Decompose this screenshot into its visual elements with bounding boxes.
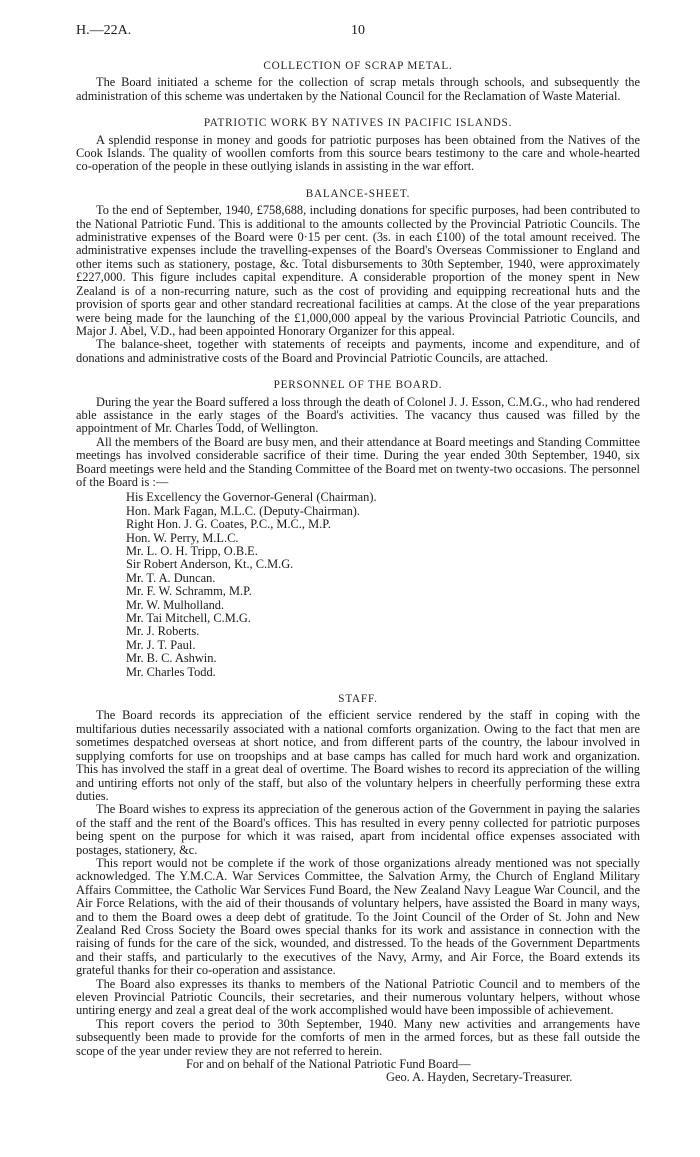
board-member: Right Hon. J. G. Coates, P.C., M.C., M.P. <box>126 517 331 532</box>
section-scrap-metal <box>76 60 640 103</box>
paragraph: To the end of September, 1940, £758,688, including donations for specific purposes, had been contributed to the National Patriotic Fund. This is additional to the amounts collected by the Provincial Patriotic Councils. The administrative expenses of the Board were 0·15 per cent. (3s. in each £100) of the total amount received. The administrative expenses include the travelling-expenses of the Board's Overseas Commissioner to England and other items such as stationery, postage, &c. Total disbursements to 30th September, 1940, were approximately £227,000. This figure includes capital expenditure. A considerable proportion of the money spent in New Zealand is of a non-recurring nature, such as the cost of providing and equipping recreational huts and the provision of sports gear and other standard recreational facilities at camps. At the close of the year preparations were being made for the launching of the £1,000,000 appeal by the various Provincial Patriotic Councils, and Major J. Abel, V.D., had been appointed Honorary Organizer for this appeal. <box>76 203 640 338</box>
board-member: His Excellency the Governor-General (Chairman). <box>126 490 377 505</box>
section-pacific-islands <box>76 117 640 174</box>
paragraph: The Board initiated a scheme for the collection of scrap metals through schools, and subsequently the administration of this scheme was undertaken by the National Council for the Reclamation of Waste Material. <box>76 75 640 103</box>
section-heading: PATRIOTIC WORK BY NATIVES IN PACIFIC ISLANDS. <box>203 117 513 130</box>
page-number: 10 <box>351 23 365 38</box>
board-member-list <box>76 491 640 679</box>
paragraph: The balance-sheet, together with statements of receipts and payments, income and expenditure, and of donations and administrative costs of the Board and Provincial Patriotic Councils, are attached. <box>76 337 640 365</box>
section-heading: COLLECTION OF SCRAP METAL. <box>263 60 453 72</box>
document-reference: H.—22A. <box>76 23 132 38</box>
signature-block <box>76 1058 640 1085</box>
signatory-name: Geo. A. Hayden, Secretary-Treasurer. <box>386 1070 573 1085</box>
paragraph: The Board wishes to express its appreciation of the generous action of the Government in paying the salaries of the staff and the rent of the Board's offices. This has resulted in every penny collected for patriotic purposes being spent on the purpose for which it was raised, apart from incidental office expenses associated with postages, stationery, &c. <box>76 802 640 857</box>
board-member: Mr. B. C. Ashwin. <box>126 651 217 666</box>
section-heading: BALANCE-SHEET. <box>305 187 411 200</box>
board-member: Mr. J. T. Paul. <box>126 637 196 652</box>
board-member: Sir Robert Anderson, Kt., C.M.G. <box>126 557 294 572</box>
section-heading: PERSONNEL OF THE BOARD. <box>273 379 443 392</box>
section-heading: STAFF. <box>338 693 378 706</box>
board-member: Hon. W. Perry, M.L.C. <box>126 530 239 545</box>
page-header <box>76 24 640 46</box>
signature-line: For and on behalf of the National Patriotic Fund Board— <box>186 1057 471 1072</box>
board-member: Mr. J. Roberts. <box>126 624 200 639</box>
section-staff <box>76 693 640 1058</box>
section-balance-sheet <box>76 188 640 365</box>
board-member: Mr. Charles Todd. <box>126 664 216 679</box>
paragraph: The Board also expresses its thanks to members of the National Patriotic Council and to members of the eleven Provincial Patriotic Councils, their secretaries, and their numerous voluntary helpers, without whose untiring energy and zeal a great deal of the work accomplished would have been impossible of achievement. <box>76 976 640 1018</box>
board-member: Hon. Mark Fagan, M.L.C. (Deputy-Chairman). <box>126 503 361 518</box>
section-personnel <box>76 379 640 679</box>
paragraph: A splendid response in money and goods for patriotic purposes has been obtained from the Natives of the Cook Islands. The quality of woollen comforts from this source bears testimony to the care and whole-hearted co-operation of the people in these outlying islands in assisting in the war effort. <box>76 132 640 174</box>
board-member: Mr. F. W. Schramm, M.P. <box>126 584 252 599</box>
board-member: Mr. Tai Mitchell, C.M.G. <box>126 611 251 626</box>
paragraph: This report covers the period to 30th September, 1940. Many new activities and arrangements have subsequently been made to provide for the comforts of men in the armed forces, but as these fall outside the scope of the year under review they are not referred to herein. <box>76 1016 640 1058</box>
paragraph: All the members of the Board are busy men, and their attendance at Board meetings and Standing Committee meetings has involved considerable sacrifice of their time. During the year ended 30th September, 1940, six Board meetings were held and the Standing Committee of the Board met on twenty-two occasions. The personnel of the Board is :— <box>76 434 640 489</box>
paragraph: The Board records its appreciation of the efficient service rendered by the staff in coping with the multifarious duties necessarily associated with a national comforts organization. Owing to the fact that men are sometimes despatched overseas at short notice, and from different parts of the country, the labour involved in supplying comforts for use on troopships and at base camps has called for much hard work and organization. This has involved the staff in a great deal of overtime. The Board wishes to record its appreciation of the willing and untiring efforts not only of the staff, but also of the voluntary helpers in cheerfully performing these extra duties. <box>76 708 640 803</box>
paragraph: During the year the Board suffered a loss through the death of Colonel J. J. Esson, C.M.G., who had rendered able assistance in the early stages of the Board's activities. The vacancy thus caused was filled by the appointment of Mr. Charles Todd, of Wellington. <box>76 394 640 436</box>
board-member: Mr. T. A. Duncan. <box>126 570 216 585</box>
board-member: Mr. W. Mulholland. <box>126 597 225 612</box>
paragraph: This report would not be complete if the work of those organizations already mentioned was not specially acknowledged. The Y.M.C.A. War Services Committee, the Salvation Army, the Church of England Military Affairs Committee, the Catholic War Services Fund Board, the New Zealand Navy League War Council, and the Air Force Relations, with the aid of their thousands of voluntary helpers, have assisted the Board in many ways, and to them the Board owes a deep debt of gratitude. To the Joint Council of the Order of St. John and New Zealand Red Cross Society the Board owes special thanks for its work and assistance in connection with the raising of funds for the care of the sick, wounded, and distressed. To the heads of the Government Departments and their staffs, and particularly to the executives of the Navy, Army, and Air Force, the Board extends its grateful thanks for their co-operation and assistance. <box>76 855 640 978</box>
board-member: Mr. L. O. H. Tripp, O.B.E. <box>126 544 258 558</box>
